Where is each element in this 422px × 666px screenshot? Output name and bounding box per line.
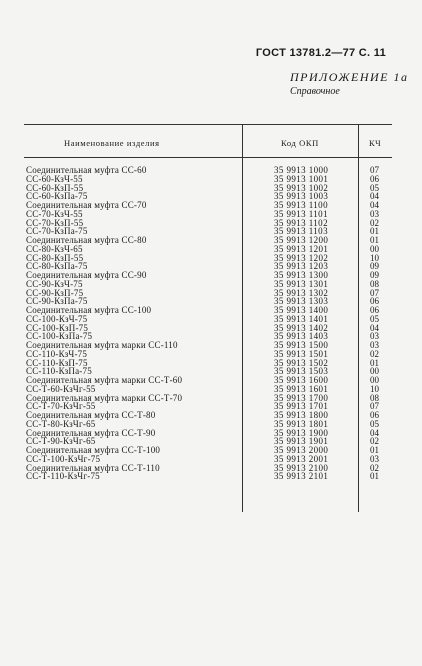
okp-code-cell: 35 9913 1401	[274, 313, 329, 324]
product-name-cell: Соединительная муфта СС-80	[26, 235, 147, 245]
okp-code-cell: 35 9913 1102	[274, 217, 328, 228]
product-name-cell: СС-Т-60-КзЧг-55	[26, 383, 96, 394]
product-name-cell: Соединительная муфта СС-90	[26, 270, 147, 280]
table-body	[0, 166, 422, 481]
okp-code-cell: 35 9913 1302	[274, 287, 329, 298]
kch-cell: 02	[370, 436, 379, 447]
table-top-rule	[24, 124, 392, 125]
product-name-cell: Соединительная муфта марки СС-Т-70	[26, 392, 183, 403]
kch-cell: 04	[370, 191, 379, 202]
appendix-subtitle: Справочное	[290, 86, 340, 97]
kch-cell: 03	[370, 340, 379, 350]
okp-code-cell: 35 9913 1900	[274, 427, 329, 438]
product-name-cell: СС-110-КзЧ-75	[26, 348, 88, 359]
kch-cell: 10	[370, 383, 379, 394]
product-name-cell: СС-90-КзП-75	[26, 287, 84, 298]
okp-code-cell: 35 9913 1800	[274, 410, 329, 420]
product-name-cell: Соединительная муфта СС-Т-90	[26, 427, 156, 438]
kch-cell: 10	[370, 252, 379, 263]
okp-code-cell: 35 9913 1503	[274, 366, 329, 377]
okp-code-cell: 35 9913 1300	[274, 270, 329, 280]
kch-cell: 05	[370, 182, 379, 193]
product-name-cell: Соединительная муфта СС-Т-80	[26, 410, 156, 420]
product-name-cell: СС-Т-110-КзЧг-75	[26, 471, 100, 482]
okp-code-cell: 35 9913 1502	[274, 357, 329, 368]
okp-code-cell: 35 9913 1203	[274, 261, 329, 272]
kch-cell: 03	[370, 331, 379, 342]
kch-cell: 07	[370, 165, 379, 175]
okp-code-cell: 35 9913 1103	[274, 226, 328, 237]
kch-cell: 03	[370, 453, 379, 464]
kch-cell: 06	[370, 173, 379, 184]
table-header-rule	[24, 157, 392, 158]
kch-cell: 09	[370, 261, 379, 272]
okp-code-cell: 35 9913 2000	[274, 445, 329, 455]
okp-code-cell: 35 9913 1000	[274, 165, 329, 175]
product-name-cell: Соединительная муфта СС-70	[26, 200, 147, 210]
product-name-cell: СС-60-КзЧ-55	[26, 173, 83, 184]
kch-cell: 04	[370, 427, 379, 438]
product-name-cell: СС-90-КзЧ-75	[26, 278, 83, 289]
kch-cell: 07	[370, 287, 379, 298]
product-name-cell: СС-90-КзПа-75	[26, 296, 88, 307]
product-name-cell: Соединительная муфта СС-100	[26, 305, 152, 315]
product-name-cell: СС-Т-100-КзЧг-75	[26, 453, 101, 464]
kch-cell: 05	[370, 313, 379, 324]
product-name-cell: СС-80-КзЧ-65	[26, 243, 83, 254]
product-name-cell: СС-110-КзПа-75	[26, 366, 92, 377]
okp-code-cell: 35 9913 1200	[274, 235, 329, 245]
appendix-title: ПРИЛОЖЕНИЕ 1а	[290, 70, 409, 84]
product-name-cell: СС-Т-70-КзЧг-55	[26, 401, 96, 412]
okp-code-cell: 35 9913 1003	[274, 191, 329, 202]
okp-code-cell: 35 9913 1301	[274, 278, 329, 289]
kch-cell: 04	[370, 322, 379, 333]
okp-code-cell: 35 9913 1001	[274, 173, 329, 184]
product-name-cell: СС-70-КзЧ-55	[26, 208, 83, 219]
kch-cell: 02	[370, 217, 379, 228]
table-row	[0, 472, 422, 481]
kch-cell: 02	[370, 462, 379, 473]
kch-cell: 06	[370, 410, 379, 420]
product-name-cell: СС-60-КзПа-75	[26, 191, 88, 202]
kch-cell: 06	[370, 305, 379, 315]
kch-cell: 02	[370, 348, 379, 359]
okp-code-cell: 35 9913 1801	[274, 418, 329, 429]
okp-code-cell: 35 9913 2101	[274, 471, 329, 482]
product-name-cell: СС-60-КзП-55	[26, 182, 84, 193]
kch-cell: 01	[370, 357, 379, 368]
column-header-code: Код ОКП	[281, 138, 319, 148]
kch-cell: 03	[370, 208, 379, 219]
product-name-cell: СС-100-КзПа-75	[26, 331, 93, 342]
kch-cell: 01	[370, 226, 379, 237]
kch-cell: 07	[370, 401, 379, 412]
okp-code-cell: 35 9913 1700	[274, 392, 329, 403]
okp-code-cell: 35 9913 1201	[274, 243, 329, 254]
page-header: ГОСТ 13781.2—77 С. 11	[255, 47, 386, 59]
product-name-cell: СС-Т-90-КзЧг-65	[26, 436, 96, 447]
product-name-cell: Соединительная муфта марки СС-Т-60	[26, 375, 183, 385]
product-name-cell: СС-Т-80-КзЧг-65	[26, 418, 96, 429]
okp-code-cell: 35 9913 1202	[274, 252, 329, 263]
product-name-cell: Соединительная муфта СС-60	[26, 165, 147, 175]
okp-code-cell: 35 9913 1601	[274, 383, 329, 394]
kch-cell: 00	[370, 375, 379, 385]
okp-code-cell: 35 9913 1402	[274, 322, 329, 333]
okp-code-cell: 35 9913 2001	[274, 453, 329, 464]
kch-cell: 06	[370, 296, 379, 307]
okp-code-cell: 35 9913 1701	[274, 401, 329, 412]
okp-code-cell: 35 9913 1501	[274, 348, 329, 359]
okp-code-cell: 35 9913 1303	[274, 296, 329, 307]
kch-cell: 01	[370, 445, 379, 455]
product-name-cell: СС-70-КзП-55	[26, 217, 84, 228]
kch-cell: 00	[370, 366, 379, 377]
okp-code-cell: 35 9913 1500	[274, 340, 329, 350]
okp-code-cell: 35 9913 1100	[274, 200, 328, 210]
okp-code-cell: 35 9913 1600	[274, 375, 329, 385]
product-name-cell: СС-80-КзПа-75	[26, 261, 88, 272]
kch-cell: 08	[370, 278, 379, 289]
product-name-cell: Соединительная муфта СС-Т-100	[26, 445, 161, 455]
kch-cell: 00	[370, 243, 379, 254]
kch-cell: 05	[370, 418, 379, 429]
column-header-name: Наименование изделия	[64, 138, 160, 148]
product-name-cell: СС-110-КзП-75	[26, 357, 88, 368]
product-name-cell: Соединительная муфта СС-Т-110	[26, 462, 160, 473]
product-name-cell: СС-100-КзЧ-75	[26, 313, 88, 324]
okp-code-cell: 35 9913 1901	[274, 436, 329, 447]
okp-code-cell: 35 9913 1101	[274, 208, 328, 219]
okp-code-cell: 35 9913 1400	[274, 305, 329, 315]
okp-code-cell: 35 9913 1002	[274, 182, 329, 193]
product-name-cell: СС-100-КзП-75	[26, 322, 89, 333]
kch-cell: 01	[370, 235, 379, 245]
okp-code-cell: 35 9913 2100	[274, 462, 329, 473]
okp-code-cell: 35 9913 1403	[274, 331, 329, 342]
product-name-cell: СС-80-КзП-55	[26, 252, 84, 263]
product-name-cell: Соединительная муфта марки СС-110	[26, 340, 178, 350]
product-name-cell: СС-70-КзПа-75	[26, 226, 88, 237]
kch-cell: 08	[370, 392, 379, 403]
kch-cell: 01	[370, 471, 379, 482]
kch-cell: 04	[370, 200, 379, 210]
column-header-kch: КЧ	[369, 138, 382, 148]
kch-cell: 09	[370, 270, 379, 280]
